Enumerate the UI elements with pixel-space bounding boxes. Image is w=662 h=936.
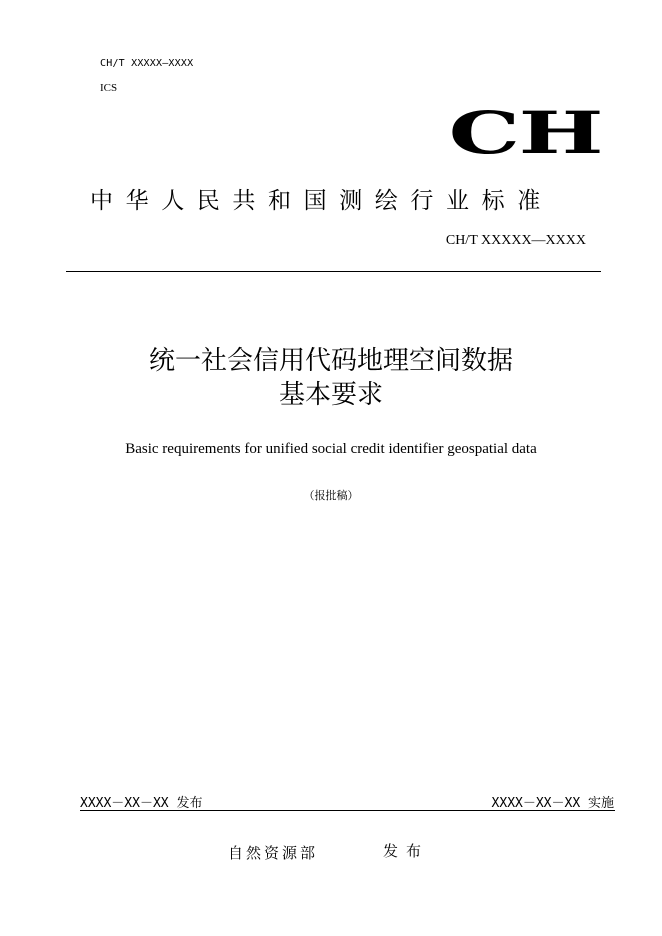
issue-label: 发布 (383, 842, 430, 860)
header-ics-label: ICS (100, 82, 118, 94)
issuing-authority: 自然资源部 (228, 844, 319, 862)
title-cn-line2: 基本要求 (278, 380, 383, 410)
header-standard-code: CH/T XXXXX—XXXX (100, 58, 194, 69)
title-cn-line1: 统一社会信用代码地理空间数据 (148, 346, 513, 376)
document-title-en: Basic requirements for unified social credit identifier geospatial data (125, 441, 537, 457)
document-title-cn (0, 344, 662, 412)
ch-logo: CH (448, 99, 602, 167)
draft-stage-label: （报批稿） (303, 489, 359, 502)
issue-date: XXXX－XX－XX 发布 (80, 796, 203, 811)
standard-number: CH/T XXXXX—XXXX (445, 233, 586, 248)
standard-category-name: 中华人民共和国测绘行业标准 (90, 188, 553, 214)
bottom-divider (80, 810, 615, 811)
implementation-date: XXXX－XX－XX 实施 (491, 796, 614, 811)
top-divider (66, 271, 601, 272)
